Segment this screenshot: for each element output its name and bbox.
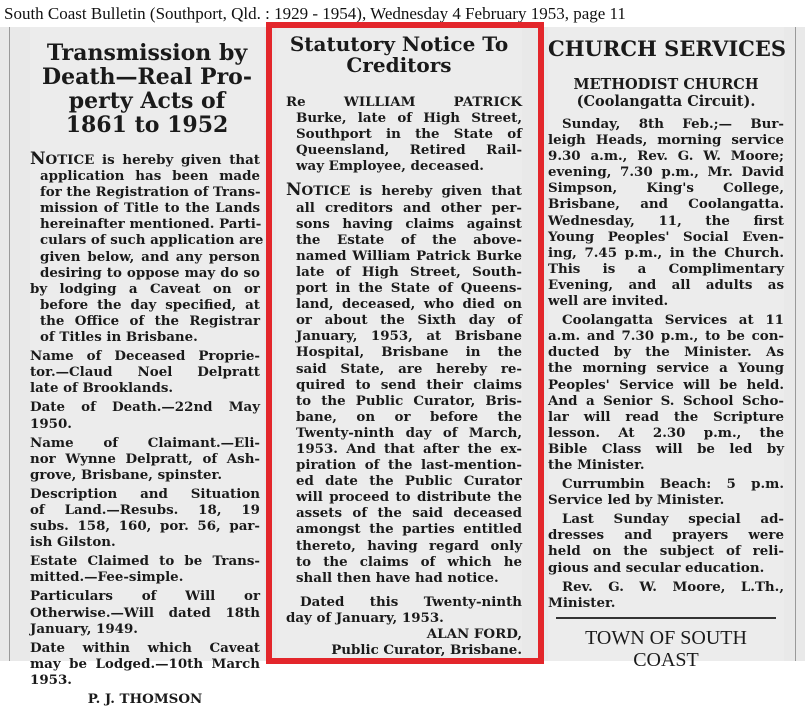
right-text-line: Brisbane, and Coolangatta.	[548, 196, 784, 213]
right-text-line: Coolangatta Services at 11	[562, 312, 784, 329]
right-text-line: Young Peoples' Social Even-	[548, 228, 784, 245]
left-text-line: January, 1949.	[30, 620, 138, 637]
middle-text-line: said State, are hereby re-	[296, 360, 522, 377]
right-text-line: lesson. At 2.30 p.m., the	[548, 424, 784, 441]
headline-line: Creditors	[346, 53, 452, 77]
middle-text-line: Dated this Twenty-ninth	[300, 593, 522, 610]
right-text-line: dresses and prayers were	[548, 527, 784, 544]
methodist-subhead	[548, 76, 784, 110]
middle-text-line: thereto, having regard only	[296, 537, 522, 554]
transmission-body	[30, 151, 264, 707]
right-text-line: Bible Class will be led by	[548, 440, 784, 457]
middle-text-line: Hospital, Brisbane in the	[296, 344, 522, 361]
left-text-line: Estate Claimed to be Trans-	[30, 553, 260, 570]
middle-text-line: named William Patrick Burke	[296, 247, 522, 264]
right-text-line: ing, 7.45 p.m., in the Church.	[548, 244, 784, 261]
transmission-notice-column	[30, 27, 264, 707]
church-services-column	[548, 27, 787, 671]
middle-text-line: way Employee, deceased.	[296, 158, 484, 175]
middle-text-line: Public Curator, Brisbane.	[331, 642, 522, 659]
subhead-line: METHODIST CHURCH	[573, 76, 759, 93]
middle-text-line: will proceed to distribute the	[296, 489, 522, 506]
headline-line: 1861 to 1952	[65, 112, 229, 138]
left-text-line: NOTICE is hereby given that	[30, 149, 260, 169]
right-text-line: the morning service a Young	[548, 360, 784, 377]
left-text-line: ish Gilston.	[30, 534, 116, 551]
statutory-notice-column	[276, 27, 522, 661]
left-text-line: culars of such application are	[40, 232, 264, 249]
left-text-line: 1953.	[30, 671, 72, 688]
right-text-line: 9.30 a.m., Rev. G. W. Moore;	[548, 148, 784, 165]
left-text-line: given below, and any person	[40, 248, 260, 265]
left-text-line: mission of Title to the Lands	[40, 200, 260, 217]
column-rule	[270, 33, 272, 661]
right-text-line: Peoples' Service will be held.	[548, 376, 784, 393]
middle-text-line: the Estate of the above-	[296, 231, 522, 248]
right-text-line: evening, 7.30 p.m., Mr. David	[548, 164, 784, 181]
left-text-line: late of Brooklands.	[30, 380, 174, 397]
left-text-line: P. J. THOMSON	[87, 691, 203, 707]
right-text-line: a.m. and 7.30 p.m., to be con-	[548, 328, 784, 345]
left-text-line: nor Wynne Delpratt, of Ash-	[30, 450, 260, 467]
left-text-line: may be Lodged.—10th March	[30, 655, 260, 672]
middle-text-line: to the Public Curator, Bris-	[296, 392, 522, 409]
left-text-line: for the Registration of Trans-	[40, 184, 261, 201]
middle-text-line: land, deceased, who died on	[296, 296, 522, 313]
right-text-line: Simpson, King's College,	[548, 180, 784, 197]
middle-text-line: or about the Sixth day of	[296, 312, 522, 329]
left-text-line: grove, Brisbane, spinster.	[30, 466, 223, 483]
right-text-line: well are invited.	[548, 293, 669, 310]
left-text-line: Date within which Caveat	[30, 639, 260, 656]
right-text-line: lar will read the Scripture	[548, 408, 784, 425]
middle-text-line: late of High Street, South-	[296, 263, 522, 280]
left-text-line: Name of Claimant.—Eli-	[30, 434, 260, 451]
middle-text-line: sons having claims against	[296, 215, 522, 232]
headline-line: Statutory Notice To	[289, 32, 509, 56]
right-text-line: held on the subject of reli-	[548, 543, 784, 560]
scan-left-border	[9, 27, 10, 661]
middle-text-line: amongst the parties entitled	[296, 521, 522, 538]
middle-text-line: Twenty-ninth day of March,	[296, 424, 522, 441]
right-text-line: Minister.	[548, 594, 616, 611]
right-text-line: Last Sunday special ad-	[562, 511, 784, 528]
left-text-line: tor.—Claud Noel Delpratt	[30, 364, 260, 381]
left-text-line: hereinafter mentioned. Parti-	[40, 216, 262, 233]
right-text-line: And a Senior S. School Scho-	[548, 392, 784, 409]
middle-text-line: 1953. And that after the ex-	[296, 440, 522, 457]
left-text-line: of Titles in Brisbane.	[40, 329, 198, 346]
headline-line: Death—Real Pro-	[42, 64, 252, 90]
column-rule	[542, 33, 544, 661]
middle-text-line: quired to send their claims	[296, 376, 522, 393]
middle-text-line: port in the State of Queens-	[296, 280, 522, 297]
subhead-line: (Coolangatta Circuit).	[576, 93, 756, 110]
left-text-line: Particulars of Will or	[30, 588, 260, 605]
statutory-body	[276, 94, 522, 658]
left-text-line: subs. 158, 160, por. 56, par-	[30, 518, 260, 535]
middle-text-line: Southport in the State of	[296, 126, 522, 143]
middle-text-line: to the claims of which he	[296, 553, 522, 570]
left-text-line: before the day specified, at	[40, 296, 260, 313]
town-heading	[548, 627, 784, 671]
middle-text-line: bane, on or before the	[296, 408, 522, 425]
left-text-line: application has been made	[40, 168, 260, 185]
left-text-line: by lodging a Caveat on or	[30, 280, 260, 297]
middle-text-line: ALAN FORD,	[426, 626, 522, 642]
town-heading-line: COAST	[633, 648, 699, 671]
right-text-line: Service led by Minister.	[548, 492, 725, 509]
middle-text-line: assets of the said deceased	[296, 505, 522, 522]
article-caption: South Coast Bulletin (Southport, Qld. : 1929 - 1954), Wednesday 4 February 1953, page 11	[4, 4, 626, 23]
middle-text-line: shall then have had notice.	[296, 569, 499, 586]
right-text-line: ducted by the Minister. As	[548, 344, 784, 361]
middle-text-line: Re WILLIAM PATRICK	[286, 94, 522, 110]
left-text-line: Description and Situation	[30, 485, 260, 502]
right-text-line: This is a Complimentary	[548, 260, 784, 277]
left-text-line: Date of Death.—22nd May	[30, 399, 260, 416]
left-text-line: desiring to oppose may do so	[40, 264, 260, 281]
middle-text-line: January, 1953, at Brisbane	[296, 328, 522, 345]
right-text-line: Currumbin Beach: 5 p.m.	[562, 476, 784, 493]
left-text-line: mitted.—Fee-simple.	[30, 569, 184, 586]
middle-text-line: Burke, late of High Street,	[296, 110, 522, 127]
middle-text-line: piration of the last-mention-	[296, 457, 522, 474]
left-text-line: the Office of the Registrar	[40, 312, 260, 329]
town-heading-line: TOWN OF SOUTH	[585, 626, 747, 649]
left-text-line: Otherwise.—Will dated 18th	[30, 604, 260, 621]
right-text-line: leigh Heads, morning service	[548, 132, 784, 149]
right-text-line: Sunday, 8th Feb.;— Bur-	[562, 116, 784, 132]
middle-text-line: all creditors and other per-	[296, 199, 522, 216]
middle-text-line: ed date the Public Curator	[296, 473, 522, 490]
transmission-headline	[30, 41, 264, 137]
newspaper-scan	[0, 27, 805, 707]
drop-cap-letter: N	[30, 149, 46, 169]
middle-text-line: Queensland, Retired Rail-	[296, 142, 522, 159]
right-text-line: gious and secular education.	[548, 559, 765, 576]
drop-cap-letter: N	[286, 180, 302, 201]
church-services-headline: CHURCH SERVICES	[548, 36, 787, 61]
scan-right-border	[795, 27, 796, 661]
middle-text-line: NOTICE is hereby given that	[286, 180, 522, 201]
statutory-headline	[276, 34, 522, 76]
right-text-line: Rev. G. W. Moore, L.Th.,	[562, 578, 784, 595]
headline-line: Transmission by	[46, 40, 248, 66]
middle-text-line: day of January, 1953.	[286, 609, 444, 626]
headline-line: perty Acts of	[68, 88, 226, 114]
right-text-line: Evening, and all adults as	[548, 276, 784, 293]
church-body	[548, 116, 784, 611]
right-text-line: Wednesday, 11, the first	[548, 212, 784, 229]
section-divider	[556, 617, 776, 619]
right-text-line: the Minister.	[548, 456, 645, 473]
left-text-line: 1950.	[30, 415, 72, 432]
left-text-line: of Land.—Resubs. 18, 19	[30, 501, 260, 518]
left-text-line: Name of Deceased Proprie-	[30, 348, 260, 365]
